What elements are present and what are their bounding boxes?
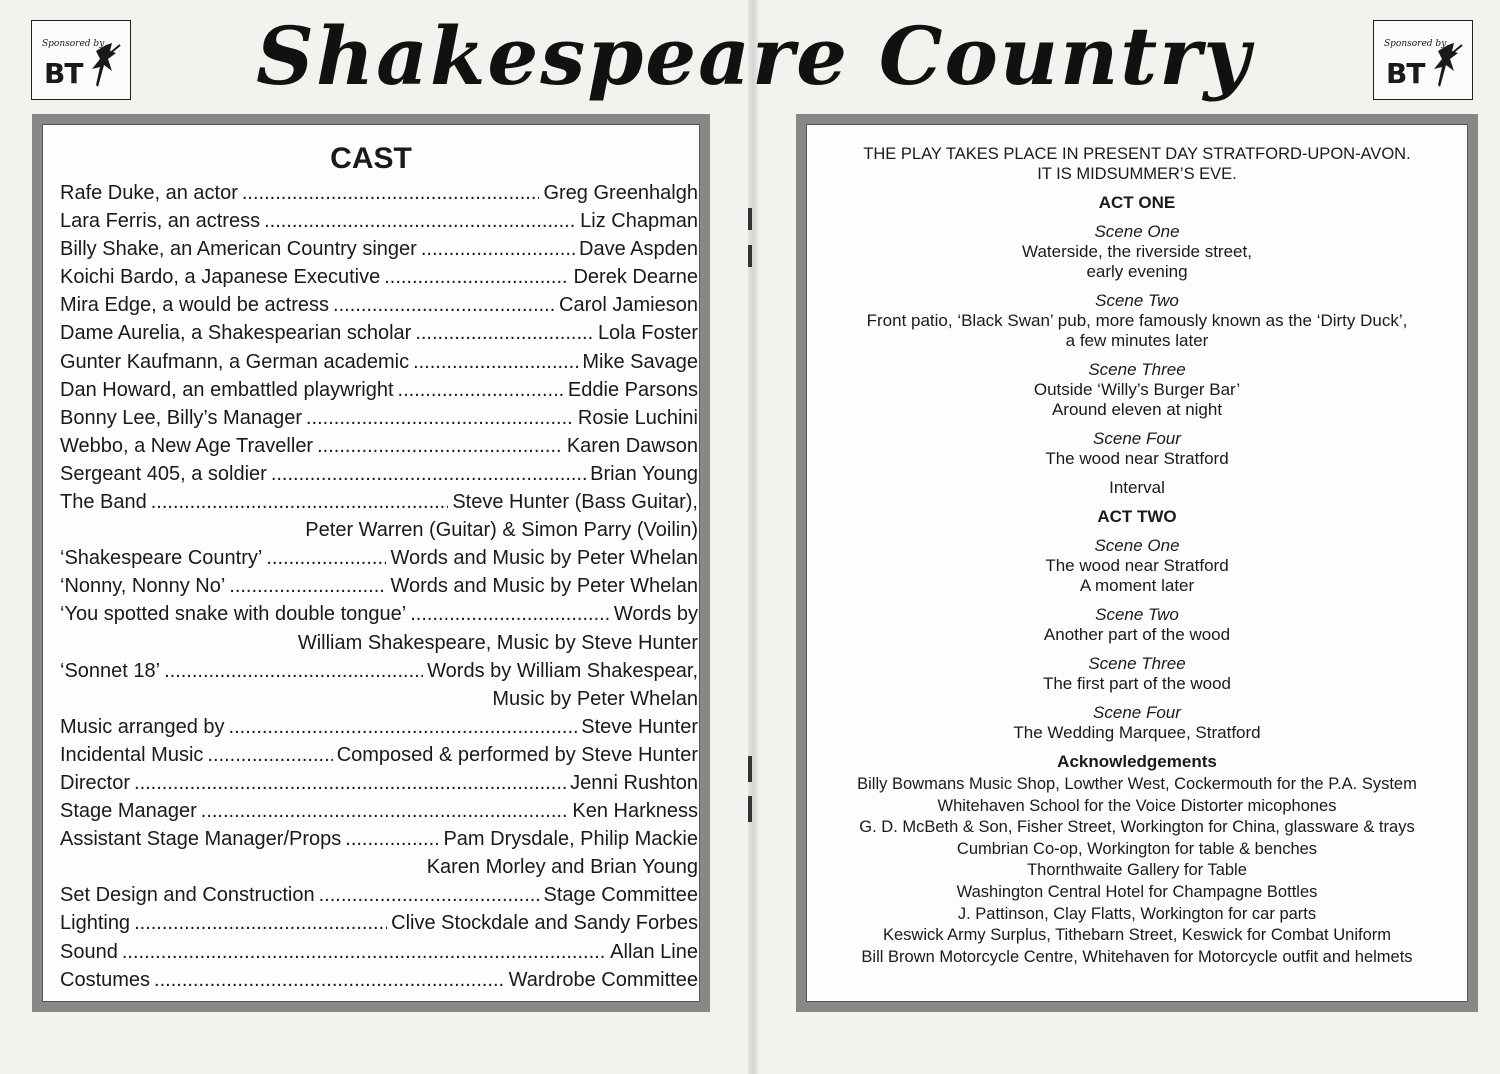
sponsor-text: Sponsored by (1384, 39, 1447, 49)
cast-row (60, 744, 698, 772)
acknowledgement-line: Thornthwaite Gallery for Table (1027, 861, 1247, 880)
cast-person: Clive Stockdale and Sandy Forbes (391, 912, 698, 935)
cast-role: Costumes (60, 968, 151, 991)
scene-description: A moment later (1079, 576, 1195, 595)
cast-role: Rafe Duke, an actor (60, 182, 238, 204)
sponsor-text: Sponsored by (42, 39, 105, 49)
leader-dots (207, 744, 332, 767)
scene-name: Scene Three (1088, 654, 1186, 673)
scene-description: early evening (1086, 262, 1188, 281)
cast-person: Greg Greenhalgh (543, 182, 698, 204)
scene-description: Outside ‘Willy’s Burger Bar’ (1033, 380, 1241, 399)
staple-mark (748, 245, 752, 267)
cast-role: Koichi Bardo, a Japanese Executive (60, 266, 381, 289)
cast-person: Wardrobe Committee (508, 968, 698, 991)
cast-row (60, 660, 698, 688)
cast-role: The Band (60, 491, 147, 514)
act-one-heading: ACT ONE (1098, 193, 1176, 212)
cast-row (60, 294, 698, 322)
cast-role: Lara Ferris, an actress (60, 210, 261, 233)
act-two-heading: ACT TWO (1097, 507, 1177, 526)
cast-row (60, 547, 698, 575)
leader-dots (151, 491, 449, 514)
leader-dots (306, 407, 574, 430)
scene-name: Scene One (1094, 536, 1180, 555)
scene-description: Front patio, ‘Black Swan’ pub, more famously known as the ‘Dirty Duck’, (866, 311, 1408, 330)
setting-line: THE PLAY TAKES PLACE IN PRESENT DAY STRATFORD-UPON-AVON. (863, 145, 1411, 163)
cast-heading: CAST (330, 142, 412, 175)
cast-person: William Shakespeare, Music by Steve Hunter (297, 631, 698, 654)
cast-row (60, 351, 698, 379)
cast-row (60, 688, 698, 716)
cast-role: Lighting (60, 912, 131, 935)
leader-dots (345, 828, 439, 851)
acknowledgements-list (806, 774, 1468, 968)
cast-person: Allan Line (610, 940, 698, 963)
scene-name: Scene Two (1095, 605, 1179, 624)
cast-person: Mike Savage (582, 350, 698, 373)
cast-row (60, 575, 698, 603)
cast-person: Liz Chapman (580, 210, 698, 233)
acknowledgement-line: Cumbrian Co-op, Workington for table & benches (956, 839, 1318, 858)
cast-role: Mira Edge, a would be actress (60, 294, 330, 317)
cast-person: Words by (613, 603, 698, 626)
sponsor-logo-right (1373, 20, 1473, 100)
cast-person: Brian Young (590, 462, 698, 485)
cast-row (60, 969, 698, 997)
cast-role: ‘Shakespeare Country’ (60, 547, 263, 570)
scene-description: a few minutes later (1065, 331, 1209, 350)
cast-list (60, 182, 698, 997)
scene-description: The Wedding Marquee, Stratford (1013, 723, 1261, 742)
staple-mark (748, 796, 752, 822)
cast-row (60, 322, 698, 350)
cast-person: Dave Aspden (579, 238, 698, 261)
sponsor-logo-left (31, 20, 131, 100)
cast-row (60, 182, 698, 210)
cast-row (60, 884, 698, 912)
scene-name: Scene Two (1095, 291, 1179, 310)
cast-row (60, 632, 698, 660)
scene-description: The first part of the wood (1042, 674, 1232, 693)
cast-row (60, 716, 698, 744)
cast-person: Karen Dawson (566, 434, 698, 457)
leader-dots (317, 435, 563, 458)
cast-person: Stage Committee (543, 884, 698, 907)
cast-role: ‘Nonny, Nonny No’ (60, 575, 226, 598)
cast-role: Sound (60, 940, 118, 963)
cast-role: Bonny Lee, Billy’s Manager (60, 406, 302, 429)
cast-row (60, 379, 698, 407)
leader-dots (201, 800, 569, 823)
cast-person: Words by William Shakespear, (427, 659, 698, 682)
scene-description: The wood near Stratford (1045, 449, 1229, 468)
cast-role: Music arranged by (60, 715, 225, 738)
scene-description: Waterside, the riverside street, (1022, 242, 1252, 261)
leader-dots (229, 716, 578, 739)
staple-mark (748, 208, 752, 230)
cast-row (60, 266, 698, 294)
cast-row (60, 603, 698, 631)
leader-dots (154, 969, 505, 992)
cast-person: Steve Hunter (Bass Guitar), (452, 491, 698, 514)
cast-row (60, 912, 698, 940)
leader-dots (413, 351, 578, 374)
leader-dots (398, 379, 564, 402)
cast-row (60, 519, 698, 547)
cast-person: Jenni Rushton (570, 771, 698, 794)
cast-row (60, 772, 698, 800)
cast-person: Carol Jamieson (559, 294, 698, 317)
leader-dots (264, 210, 576, 233)
cast-row (60, 210, 698, 238)
acknowledgement-line: J. Pattinson, Clay Flatts, Workington for car parts (957, 904, 1317, 923)
cast-role: Billy Shake, an American Country singer (60, 238, 417, 261)
leader-dots (266, 547, 386, 570)
cast-person: Karen Morley and Brian Young (426, 856, 698, 879)
cast-role: ‘You spotted snake with double tongue’ (60, 603, 407, 626)
cast-row (60, 463, 698, 491)
cast-role: Assistant Stage Manager/Props (60, 828, 342, 851)
piper-icon (88, 41, 122, 93)
leader-dots (384, 266, 569, 289)
cast-person: Music by Peter Whelan (492, 687, 698, 710)
cast-role: Webbo, a New Age Traveller (60, 434, 314, 457)
cast-person: Composed & performed by Steve Hunter (336, 743, 698, 766)
cast-row (60, 238, 698, 266)
piper-icon (1430, 41, 1464, 93)
leader-dots (271, 463, 586, 486)
leader-dots (333, 294, 555, 317)
leader-dots (134, 912, 387, 935)
cast-person: Peter Warren (Guitar) & Simon Parry (Voilin) (305, 519, 698, 542)
cast-person: Eddie Parsons (567, 378, 698, 401)
synopsis-content (806, 144, 1468, 968)
cast-person: Words and Music by Peter Whelan (390, 547, 698, 570)
cast-person: Lola Foster (597, 322, 698, 345)
leader-dots (421, 238, 575, 261)
cast-row (60, 800, 698, 828)
cast-person: Derek Dearne (573, 266, 698, 289)
scene-name: Scene Three (1088, 360, 1186, 379)
act-two-scenes (806, 536, 1468, 743)
acknowledgement-line: Whitehaven School for the Voice Distorter micophones (937, 796, 1337, 815)
cast-row (60, 435, 698, 463)
scene-description: Another part of the wood (1043, 625, 1231, 644)
scene-description: Around eleven at night (1051, 400, 1223, 419)
leader-dots (164, 660, 423, 683)
leader-dots (134, 772, 566, 795)
acknowledgement-line: Bill Brown Motorcycle Centre, Whitehaven for Motorcycle outfit and helmets (861, 947, 1413, 966)
acknowledgement-line: G. D. McBeth & Son, Fisher Street, Workington for China, glassware & trays (859, 818, 1415, 837)
scene-name: Scene Four (1093, 429, 1181, 448)
cast-role: Stage Manager (60, 800, 197, 823)
cast-row (60, 941, 698, 969)
leader-dots (242, 182, 540, 205)
synopsis-panel (796, 114, 1478, 1012)
cast-role: Incidental Music (60, 743, 204, 766)
cast-person: Steve Hunter (581, 715, 698, 738)
cast-role: ‘Sonnet 18’ (60, 659, 161, 682)
cast-row (60, 407, 698, 435)
cast-person: Rosie Luchini (577, 406, 698, 429)
interval-label: Interval (1109, 478, 1165, 497)
cast-role: Set Design and Construction (60, 884, 315, 907)
cast-row (60, 828, 698, 856)
leader-dots (410, 603, 610, 626)
page-fold (748, 0, 758, 1074)
leader-dots (319, 884, 540, 907)
leader-dots (229, 575, 386, 598)
sponsor-brand: BT (44, 57, 83, 90)
sponsor-brand: BT (1386, 57, 1425, 90)
page-title: Shakespeare Country (256, 9, 1252, 103)
scene-name: Scene One (1094, 222, 1180, 241)
acknowledgement-line: Washington Central Hotel for Champagne Bottles (956, 882, 1318, 901)
scene-name: Scene Four (1093, 703, 1181, 722)
cast-person: Pam Drysdale, Philip Mackie (443, 828, 698, 851)
acknowledgement-line: Billy Bowmans Music Shop, Lowther West, Cockermouth for the P.A. System (857, 775, 1417, 793)
cast-role: Sergeant 405, a soldier (60, 462, 267, 485)
scene-description: The wood near Stratford (1045, 556, 1229, 575)
cast-row (60, 856, 698, 884)
cast-role: Director (60, 771, 131, 794)
acknowledgement-line: Keswick Army Surplus, Tithebarn Street, Keswick for Combat Uniform (882, 926, 1391, 945)
cast-row (60, 491, 698, 519)
act-one-scenes (806, 222, 1468, 469)
staple-mark (748, 756, 752, 782)
cast-panel (32, 114, 710, 1012)
cast-role: Gunter Kaufmann, a German academic (60, 350, 410, 373)
acknowledgements-heading: Acknowledgements (1057, 752, 1217, 771)
leader-dots (122, 941, 606, 964)
cast-role: Dan Howard, an embattled playwright (60, 378, 394, 401)
leader-dots (415, 322, 594, 345)
setting-line: IT IS MIDSUMMER’S EVE. (1037, 165, 1237, 183)
cast-person: Words and Music by Peter Whelan (390, 575, 698, 598)
cast-role: Dame Aurelia, a Shakespearian scholar (60, 322, 412, 345)
cast-person: Ken Harkness (572, 800, 698, 823)
